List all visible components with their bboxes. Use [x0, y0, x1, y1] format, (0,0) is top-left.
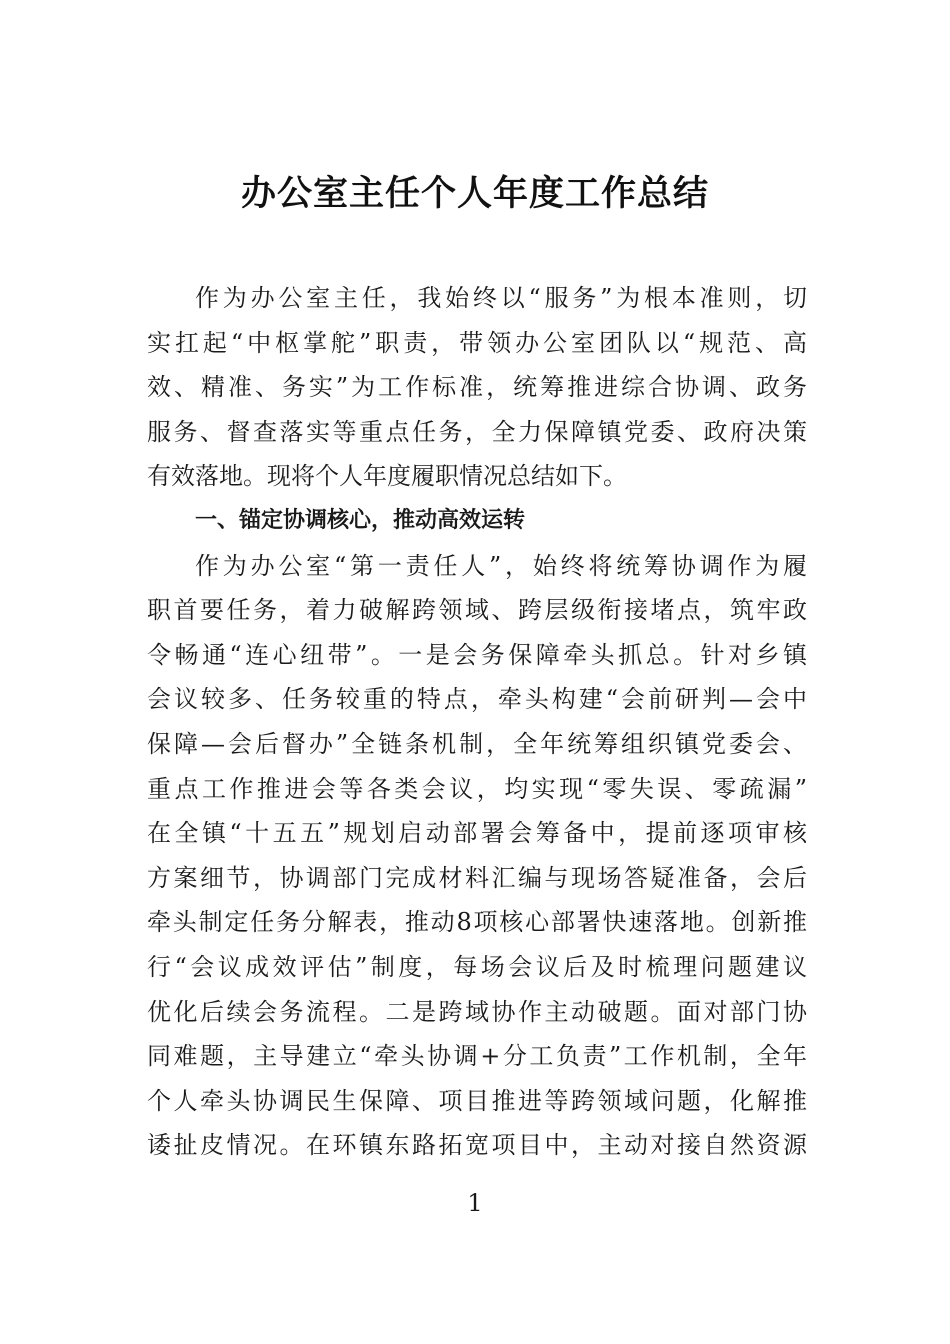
section-heading: 一、锚定协调核心，推动高效运转 — [195, 507, 526, 533]
paragraph-line: 同难题，主导建立“牵头协调+分工负责”工作机制，全年 — [147, 1042, 807, 1071]
paragraph-line: 在全镇“十五五”规划启动部署会筹备中，提前逐项审核 — [147, 819, 807, 848]
paragraph-line: 保障—会后督办”全链条机制，全年统筹组织镇党委会、 — [147, 729, 807, 758]
paragraph-line: 会议较多、任务较重的特点，牵头构建“会前研判—会中 — [147, 685, 807, 714]
paragraph-line: 作为办公室“第一责任人”，始终将统筹协调作为履 — [195, 551, 807, 580]
paragraph-line: 诿扯皮情况。在环镇东路拓宽项目中，主动对接自然资源 — [147, 1131, 807, 1160]
paragraph-line: 效、精准、务实”为工作标准，统筹推进综合协调、政务 — [147, 373, 807, 402]
paragraph-line: 职首要任务，着力破解跨领域、跨层级衔接堵点，筑牢政 — [147, 596, 807, 625]
document-title: 办公室主任个人年度工作总结 — [240, 173, 709, 214]
paragraph-line: 实扛起“中枢掌舵”职责，带领办公室团队以“规范、高 — [147, 328, 807, 357]
paragraph-line: 方案细节，协调部门完成材料汇编与现场答疑准备，会后 — [147, 863, 807, 892]
paragraph-line: 令畅通“连心纽带”。一是会务保障牵头抓总。针对乡镇 — [147, 640, 807, 669]
paragraph-line: 服务、督查落实等重点任务，全力保障镇党委、政府决策 — [147, 417, 807, 446]
paragraph-line: 作为办公室主任，我始终以“服务”为根本准则，切 — [195, 284, 807, 312]
paragraph-line: 有效落地。现将个人年度履职情况总结如下。 — [147, 462, 627, 491]
page-number: 1 — [467, 1189, 483, 1217]
paragraph-line: 个人牵头协调民生保障、项目推进等跨领域问题，化解推 — [147, 1086, 807, 1115]
paragraph-line: 优化后续会务流程。二是跨域协作主动破题。面对部门协 — [147, 997, 807, 1026]
paragraph-line: 牵头制定任务分解表，推动8项核心部署快速落地。创新推 — [147, 908, 807, 937]
paragraph-line: 重点工作推进会等各类会议，均实现“零失误、零疏漏” — [147, 774, 807, 803]
document-body — [147, 276, 807, 1168]
paragraph-line: 行“会议成效评估”制度，每场会议后及时梳理问题建议 — [147, 952, 807, 981]
